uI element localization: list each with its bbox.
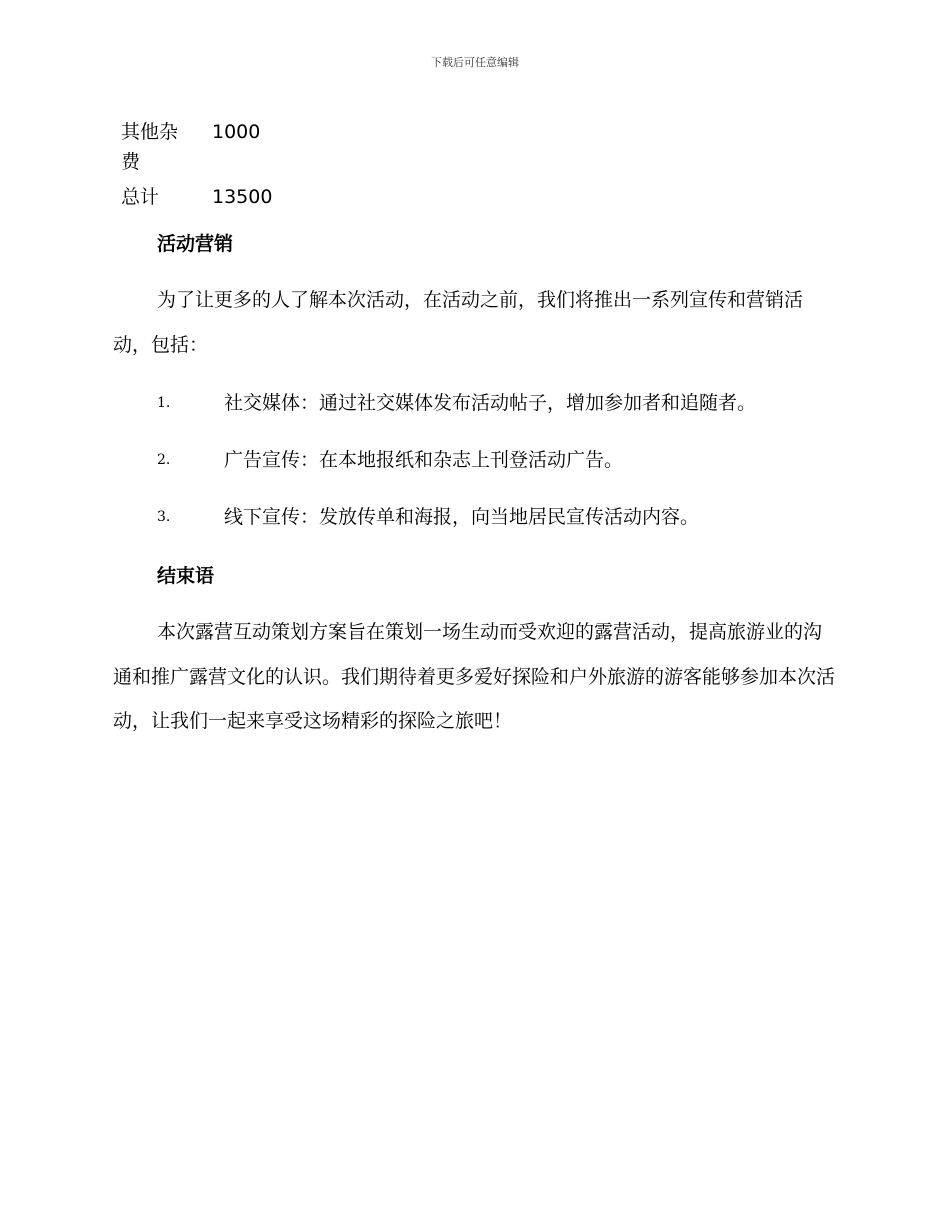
marketing-intro-paragraph: 为了让更多的人了解本次活动，在活动之前，我们将推出一系列宣传和营销活动，包括： <box>113 289 804 356</box>
list-item-text: 社交媒体：通过社交媒体发布活动帖子，增加参加者和追随者。 <box>224 392 757 414</box>
list-item-number: 2. <box>157 452 171 468</box>
page-header: 下载后可任意编辑 <box>431 56 519 69</box>
section-heading-marketing: 活动营销 <box>157 233 234 255</box>
closing-paragraph: 本次露营互动策划方案旨在策划一场生动而受欢迎的露营活动，提高旅游业的沟通和推广露营文化的认识。我们期待着更多爱好探险和户外旅游的游客能够参加本次活动，让我们一起来享受这场精彩的探险之旅吧！ <box>113 621 836 732</box>
budget-value-total: 13500 <box>212 186 273 208</box>
list-item-text: 线下宣传：发放传单和海报，向当地居民宣传活动内容。 <box>224 506 700 528</box>
list-item-text: 广告宣传：在本地报纸和杂志上刊登活动广告。 <box>224 449 624 471</box>
budget-label-total: 总计 <box>121 186 160 208</box>
budget-label-misc: 其他杂费 <box>121 121 179 173</box>
section-heading-closing: 结束语 <box>157 565 215 587</box>
list-item-number: 1. <box>157 395 171 411</box>
budget-value-misc: 1000 <box>212 121 261 143</box>
list-item-number: 3. <box>157 509 171 525</box>
